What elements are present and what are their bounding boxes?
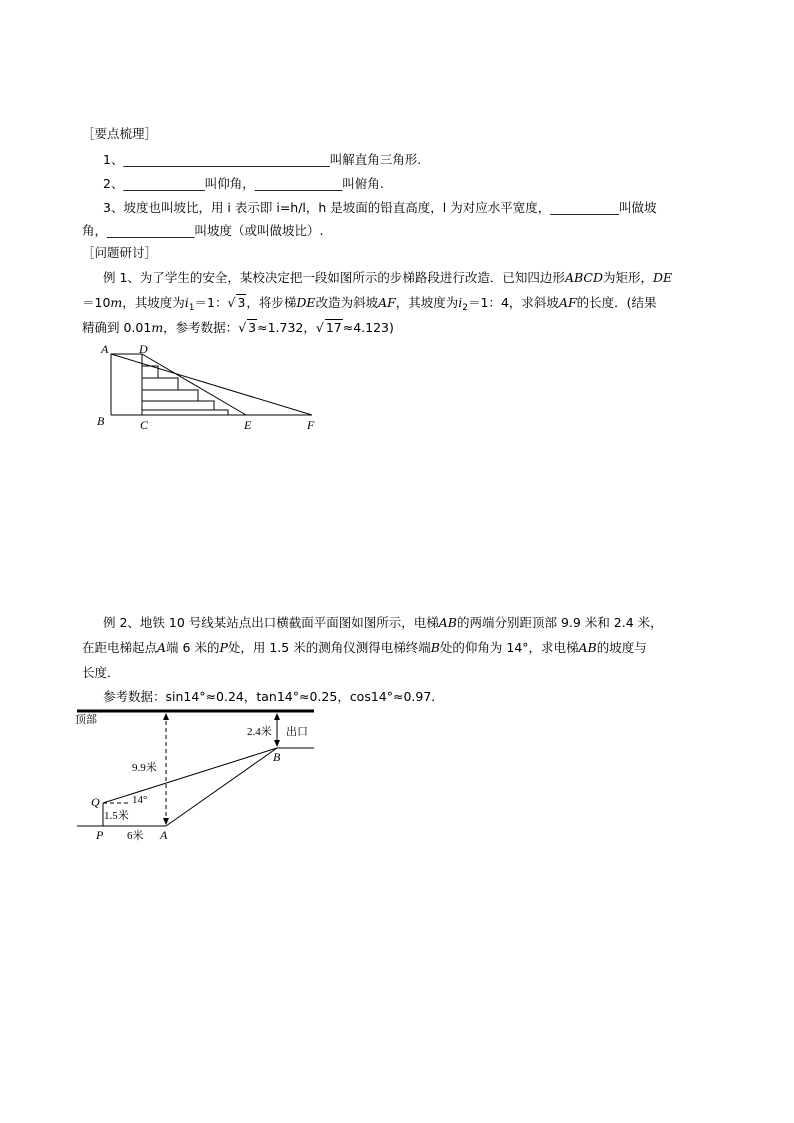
ex1-text: ＝1：4，求斜坡 — [468, 295, 559, 310]
summary-item-1 — [103, 152, 421, 168]
example2-line1 — [103, 615, 663, 631]
item3-blank-1: ___________ — [550, 200, 619, 215]
item3-text: 3、坡度也叫坡比，用 i 表示即 i=h/l，h 是坡面的铅直高度，l 为对应水平宽度， — [103, 200, 551, 215]
ex1-i2: i — [458, 295, 463, 310]
example2-line2 — [82, 640, 647, 656]
stair-steps — [142, 354, 228, 415]
label-angle: 14° — [132, 794, 148, 806]
label-b: B — [273, 750, 281, 764]
label-1-5: 1.5米 — [104, 810, 129, 822]
label-top: 顶部 — [75, 713, 97, 726]
ex1-text: ≈4.123) — [342, 320, 394, 335]
ex1-unit-m: m — [151, 320, 164, 335]
ex2-ab: AB — [578, 640, 597, 655]
arrow-up-icon — [274, 713, 280, 720]
arrow-up-icon — [163, 713, 169, 720]
item3-blank-2: ______________ — [107, 223, 195, 238]
ex1-text: ，其坡度为 — [395, 295, 459, 310]
ex1-text: 精确到 0.01 — [82, 320, 152, 335]
ex2-ab: AB — [438, 615, 457, 630]
ex2-a: A — [157, 640, 167, 655]
label-q: Q — [91, 795, 100, 809]
item2-blank-1: _____________ — [123, 176, 205, 191]
label-b: B — [97, 414, 105, 428]
ex1-text: ，参考数据： — [163, 320, 239, 335]
example2-reference: 参考数据：sin14°≈0.24，tan14°≈0.25，cos14°≈0.97． — [103, 689, 444, 704]
ex1-af: AF — [378, 295, 396, 310]
arrow-down-icon — [274, 740, 280, 747]
summary-item-2 — [103, 176, 384, 192]
item3-suffix: 叫做坡 — [619, 200, 657, 215]
ex1-sub2: 2 — [462, 303, 469, 313]
ex1-sqrt17: 17 — [325, 320, 342, 335]
label-d: D — [139, 342, 148, 356]
summary-heading: ［要点梳理］ — [82, 126, 158, 141]
example1-figure — [90, 338, 330, 438]
item1-blank: _________________________________ — [123, 152, 330, 167]
line-af — [111, 354, 312, 415]
ex1-text: ＝1： — [194, 295, 228, 310]
ex2-text: 处，用 1.5 米的测角仪测得电梯终端 — [227, 640, 431, 655]
ex1-text: 改造为斜坡 — [315, 295, 379, 310]
example2-line3: 长度． — [82, 665, 120, 680]
example1-line1 — [103, 270, 672, 286]
sight-line-qb — [103, 748, 277, 803]
label-2-4: 2.4米 — [247, 726, 272, 738]
label-f: F — [307, 418, 315, 432]
ex2-text: 端 6 米的 — [166, 640, 220, 655]
ex1-af: AF — [558, 295, 577, 310]
ex1-sqrt3: 3 — [248, 320, 257, 335]
ex1-text: ，其坡度为 — [122, 295, 185, 310]
ex2-text: 的两端分别距顶部 9.9 米和 2.4 米， — [457, 615, 663, 630]
sqrt-icon: √ — [227, 295, 236, 310]
ex1-text: ≈1.732， — [257, 320, 316, 335]
label-a: A — [160, 828, 168, 842]
ex2-p: P — [219, 640, 228, 655]
item2-prefix: 2、 — [103, 176, 124, 191]
summary-item-3-line2 — [82, 223, 324, 239]
item2-blank-2: ______________ — [254, 176, 343, 191]
research-heading: ［问题研讨］ — [82, 245, 158, 260]
ex1-unit-m: m — [110, 295, 123, 310]
item2-mid: 叫仰角， — [204, 176, 255, 191]
item1-prefix: 1、 — [103, 152, 124, 167]
example2-figure — [72, 702, 322, 847]
ex1-abcd: ABCD — [564, 270, 603, 285]
label-6: 6米 — [127, 830, 144, 842]
sqrt-icon: √ — [315, 320, 324, 335]
label-p: P — [96, 828, 104, 842]
item3-line2-prefix: 角， — [82, 223, 108, 238]
sqrt-icon: √ — [238, 320, 247, 335]
ex2-text: 在距电梯起点 — [82, 640, 158, 655]
line-de — [142, 354, 246, 415]
ex1-text: ，将步梯 — [246, 295, 297, 310]
label-e: E — [244, 418, 252, 432]
item2-suffix: 叫俯角. — [342, 176, 384, 191]
ex1-text: 例 1、为了学生的安全，某校决定把一段如图所示的步梯路段进行改造．已知四边形 — [103, 270, 565, 285]
ex2-text: 的坡度与 — [596, 640, 647, 655]
ex1-sqrt3: 3 — [237, 295, 246, 310]
example1-line2 — [82, 295, 657, 316]
item1-suffix: 叫解直角三角形. — [329, 152, 422, 167]
item3-line2-suffix: 叫坡度（或叫做坡比）. — [194, 223, 324, 238]
ex1-i1: i — [184, 295, 189, 310]
ex1-de: DE — [296, 295, 316, 310]
ex1-de: DE — [652, 270, 673, 285]
ex2-text: 例 2、地铁 10 号线某站点出口横截面平面图如图所示，电梯 — [103, 615, 439, 630]
ex2-text: 处的仰角为 14°，求电梯 — [439, 640, 579, 655]
example1-line3 — [82, 320, 394, 336]
label-c: C — [140, 418, 149, 432]
ex1-text: ＝10 — [82, 295, 111, 310]
label-exit: 出口 — [286, 725, 308, 738]
label-9-9: 9.9米 — [132, 762, 157, 774]
ex2-b: B — [430, 640, 440, 655]
ex1-text: 为矩形， — [602, 270, 653, 285]
ex1-sub1: 1 — [188, 303, 195, 313]
escalator-ab — [166, 748, 277, 826]
ex1-text: 的长度．(结果 — [576, 295, 657, 310]
label-a: A — [101, 342, 109, 356]
summary-item-3-line1 — [103, 200, 657, 216]
